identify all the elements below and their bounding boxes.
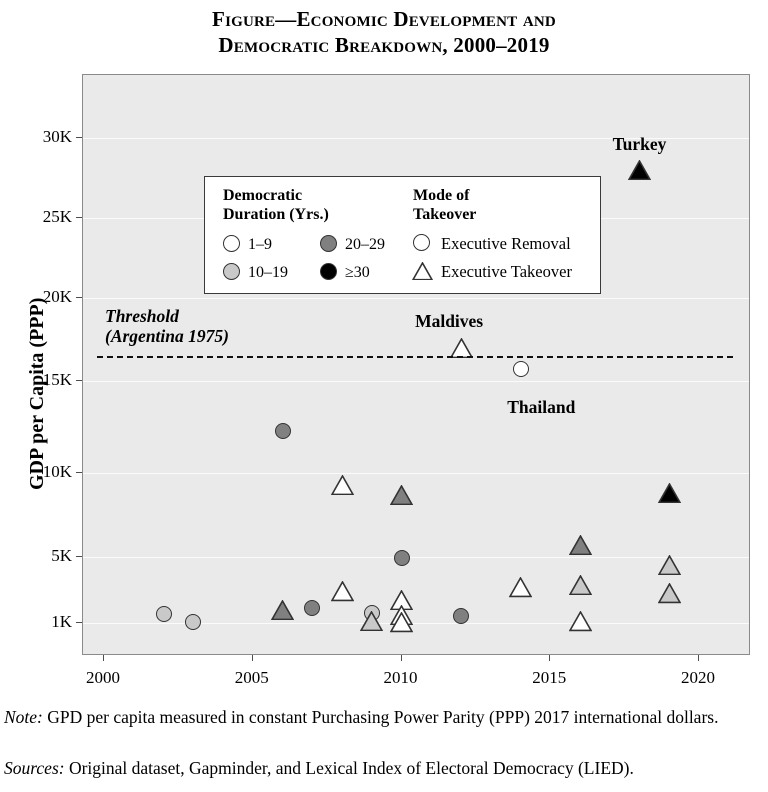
y-tick-mark	[76, 297, 82, 298]
x-tick-mark	[103, 655, 104, 661]
sources-footnote	[4, 757, 766, 779]
threshold-line	[97, 356, 733, 358]
legend-heading-duration	[223, 187, 329, 224]
data-point-triangle	[569, 535, 592, 555]
data-point-triangle	[331, 581, 354, 601]
note-text: GPD per capita measured in constant Purchasing Power Parity (PPP) 2017 international dollars.	[42, 707, 719, 727]
data-point-triangle	[569, 611, 592, 631]
gridline	[83, 623, 749, 624]
gridline	[83, 381, 749, 382]
data-point-circle	[513, 361, 529, 377]
x-tick-label: 2010	[383, 668, 418, 687]
title-line-2: Democratic Breakdown, 2000–2019	[218, 33, 550, 57]
threshold-label-line-2: (Argentina 1975)	[105, 326, 229, 347]
y-tick-label: 1K	[51, 612, 72, 631]
sources-text: Original dataset, Gapminder, and Lexical Index of Electoral Democracy (LIED).	[64, 758, 634, 778]
x-tick-mark	[698, 655, 699, 661]
note-label: Note:	[4, 707, 43, 727]
x-tick-label: 2005	[234, 668, 269, 687]
gridline	[83, 557, 749, 558]
x-tick-mark	[549, 655, 550, 661]
x-tick-label: 2015	[532, 668, 567, 687]
legend-duration-heading-line-1: Democratic	[223, 187, 303, 204]
y-tick-mark	[76, 380, 82, 381]
y-tick-mark	[76, 472, 82, 473]
threshold-label-line-1: Threshold	[105, 306, 179, 327]
chart-plot-area	[82, 74, 750, 655]
y-axis-title: GDP per Capita (PPP)	[26, 297, 48, 490]
point-label-turkey: Turkey	[612, 134, 667, 155]
data-point-triangle	[360, 611, 383, 631]
legend-duration-heading-line-2: Duration (Yrs.)	[223, 205, 329, 223]
data-point-triangle	[450, 338, 473, 358]
x-tick-mark	[401, 655, 402, 661]
chart-legend	[204, 176, 601, 294]
legend-swatch-duration	[320, 263, 337, 280]
y-tick-mark	[76, 137, 82, 138]
legend-swatch-duration	[223, 263, 240, 280]
y-tick-label: 30K	[42, 127, 72, 146]
data-point-circle	[185, 614, 201, 630]
legend-label-mode: Executive Removal	[441, 234, 571, 253]
threshold-label	[105, 306, 229, 346]
legend-label-duration: 20–29	[345, 236, 385, 253]
y-tick-label: 15K	[42, 370, 72, 389]
legend-label-duration: 10–19	[248, 264, 288, 281]
y-tick-label: 20K	[42, 287, 72, 306]
x-tick-mark	[252, 655, 253, 661]
data-point-triangle	[658, 555, 681, 575]
legend-label-duration: 1–9	[248, 236, 272, 253]
point-label-thailand: Thailand	[507, 396, 576, 417]
data-point-triangle	[509, 577, 532, 597]
legend-heading-mode	[413, 187, 476, 224]
data-point-circle	[275, 423, 291, 439]
data-point-triangle	[271, 600, 294, 620]
data-point-circle	[394, 550, 410, 566]
data-point-circle	[156, 606, 172, 622]
legend-mode-heading-line-1: Mode of	[413, 187, 470, 204]
title-line-1: Figure—Economic Development and	[212, 7, 556, 31]
legend-swatch-duration	[320, 235, 337, 252]
sources-label: Sources:	[4, 758, 65, 778]
legend-mode-heading-line-2: Takeover	[413, 205, 477, 223]
data-point-triangle	[658, 583, 681, 603]
x-tick-label: 2020	[681, 668, 715, 687]
data-point-circle	[304, 600, 320, 616]
data-point-triangle	[390, 485, 413, 505]
legend-swatch-duration	[223, 235, 240, 252]
page-title	[0, 6, 768, 58]
data-point-triangle	[390, 612, 413, 632]
data-point-triangle	[658, 483, 681, 503]
point-label-maldives: Maldives	[415, 311, 484, 332]
legend-label-mode: Executive Takeover	[441, 262, 572, 281]
gridline	[83, 473, 749, 474]
y-tick-mark	[76, 622, 82, 623]
x-tick-label: 2000	[86, 668, 120, 687]
data-point-triangle	[331, 475, 354, 495]
y-tick-label: 25K	[42, 207, 72, 226]
y-tick-mark	[76, 556, 82, 557]
data-point-triangle	[569, 575, 592, 595]
legend-label-duration: ≥30	[345, 264, 370, 281]
y-tick-mark	[76, 217, 82, 218]
y-tick-label: 5K	[51, 546, 72, 565]
note-footnote	[4, 706, 766, 728]
gridline	[83, 298, 749, 299]
data-point-circle	[453, 608, 469, 624]
data-point-triangle	[628, 160, 651, 180]
legend-swatch-executive-removal	[413, 234, 430, 251]
legend-swatch-executive-takeover	[412, 262, 433, 281]
y-tick-label: 10K	[42, 462, 72, 481]
